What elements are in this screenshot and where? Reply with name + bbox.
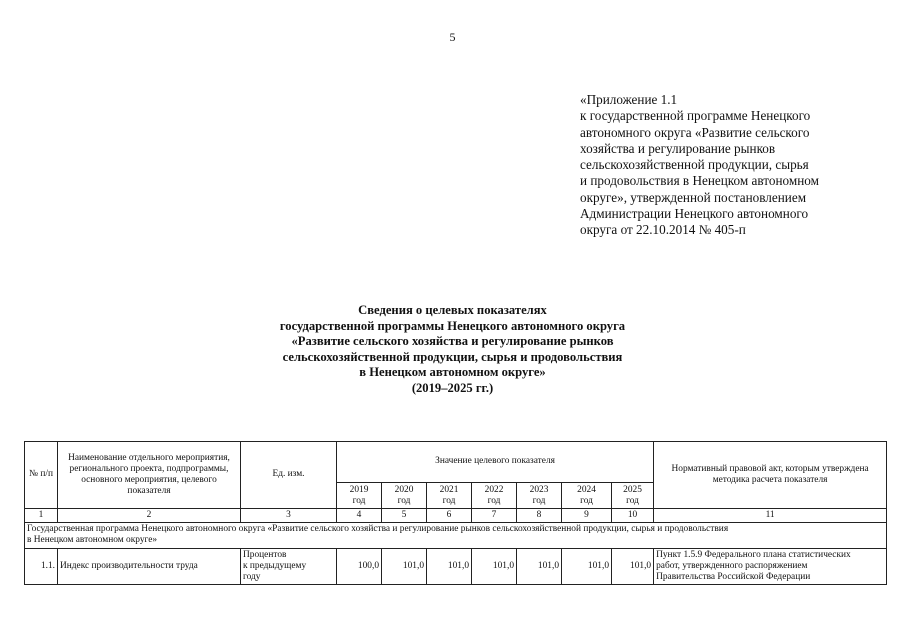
column-number: 4 (337, 509, 382, 523)
header-num: № п/п (25, 442, 58, 509)
column-number: 1 (25, 509, 58, 523)
header-year: 2025 год (612, 483, 654, 509)
column-number: 9 (562, 509, 612, 523)
header-year: 2023 год (517, 483, 562, 509)
title-line: Сведения о целевых показателях (358, 303, 547, 317)
header-row (25, 442, 887, 483)
row-value: 101,0 (382, 548, 427, 585)
row-unit: Процентов к предыдущему году (241, 548, 337, 585)
header-year: 2021 год (427, 483, 472, 509)
column-number: 7 (472, 509, 517, 523)
column-number: 3 (241, 509, 337, 523)
appendix-note (580, 92, 880, 239)
header-year: 2019 год (337, 483, 382, 509)
title-line: сельскохозяйственной продукции, сырья и продовольствия (282, 349, 623, 364)
header-name: Наименование отдельного мероприятия, регионального проекта, подпрограммы, основного мероприятия, целевого показателя (58, 442, 241, 509)
table-row (25, 548, 887, 585)
column-number-row (25, 509, 887, 523)
row-value: 100,0 (337, 548, 382, 585)
row-indicator-name: Индекс производительности труда (58, 548, 241, 585)
row-num: 1.1. (25, 548, 58, 585)
row-value: 101,0 (517, 548, 562, 585)
title-line: государственной программы Ненецкого автономного округа (279, 318, 626, 333)
appendix-line: Администрации Ненецкого автономного (580, 206, 809, 222)
title-line: «Развитие сельского хозяйства и регулирование рынков (291, 334, 614, 349)
section-title: Государственная программа Ненецкого автономного округа «Развитие сельского хозяйства и регулирование рынков сельскохозяйственной продукции, сырья и продовольствия в Ненецком автономном округе» (25, 523, 887, 548)
header-year: 2020 год (382, 483, 427, 509)
title-line: в Ненецком автономном округе» (359, 365, 546, 380)
column-number: 6 (427, 509, 472, 523)
appendix-line: к государственной программе Ненецкого (580, 108, 811, 124)
appendix-line: хозяйства и регулирование рынков (580, 140, 776, 156)
row-value: 101,0 (612, 548, 654, 585)
appendix-line: округа от 22.10.2014 № 405-п (580, 222, 746, 238)
row-value: 101,0 (562, 548, 612, 585)
header-value-group: Значение целевого показателя (337, 442, 654, 483)
appendix-line: «Приложение 1.1 (580, 92, 678, 107)
title-line: (2019–2025 гг.) (411, 380, 494, 395)
appendix-line: и продовольствия в Ненецком автономном (580, 173, 819, 189)
header-unit: Ед. изм. (241, 442, 337, 509)
header-year: 2022 год (472, 483, 517, 509)
appendix-line: сельскохозяйственной продукции, сырья (580, 157, 809, 173)
row-value: 101,0 (472, 548, 517, 585)
appendix-line: автономного округа «Развитие сельского (580, 124, 810, 140)
row-legal-act: Пункт 1.5.9 Федерального плана статистических работ, утвержденного распоряжением Правительства Российской Федерации (654, 548, 887, 585)
page-number: 5 (449, 30, 456, 44)
column-number: 11 (654, 509, 887, 523)
indicators-table (24, 441, 887, 585)
header-year: 2024 год (562, 483, 612, 509)
row-value: 101,0 (427, 548, 472, 585)
appendix-line: округе», утвержденной постановлением (580, 189, 807, 205)
document-title (0, 303, 905, 397)
header-act: Нормативный правовой акт, которым утверждена методика расчета показателя (654, 442, 887, 509)
column-number: 10 (612, 509, 654, 523)
column-number: 2 (58, 509, 241, 523)
column-number: 8 (517, 509, 562, 523)
section-row (25, 523, 887, 548)
column-number: 5 (382, 509, 427, 523)
